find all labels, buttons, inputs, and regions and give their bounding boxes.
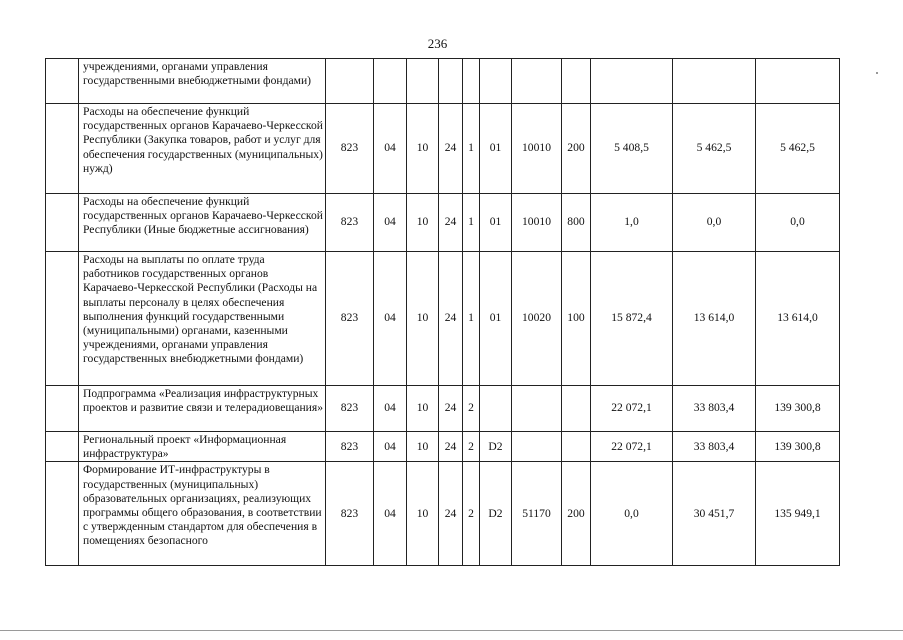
amount-1: 1,0 [591,194,673,252]
code-program: 24 [439,432,463,462]
code-event: D2 [480,432,512,462]
code-direction: 10010 [512,104,562,194]
code-program: 24 [439,104,463,194]
code-subsection: 10 [407,194,439,252]
code-program [439,59,463,104]
code-subsection: 10 [407,252,439,386]
code-expense-type: 100 [562,252,591,386]
table-row [46,194,840,252]
code-program: 24 [439,386,463,432]
row-name: Расходы на выплаты по оплате труда работников государственных органов Карачаево-Черкесской Республики (Расходы на выплаты персоналу в целях обеспечения выполнения функций государственными (муниципальными) органами, казенными учреждениями, органами управления государственных внебюджетными фондами) [79,252,326,386]
amount-2: 0,0 [673,194,756,252]
code-subprogram: 2 [463,432,480,462]
code-expense-type [562,386,591,432]
row-name: Формирование ИТ-инфраструктуры в государственных (муниципальных) образовательных организациях, реализующих программы общего образования, в соответствии с утвержденным стандартом для обеспечения в помещениях безопасного [79,462,326,566]
amount-1 [591,59,673,104]
code-direction: 51170 [512,462,562,566]
code-section: 04 [374,432,407,462]
amount-3: 13 614,0 [756,252,840,386]
code-event [480,59,512,104]
code-admin: 823 [326,252,374,386]
code-admin: 823 [326,432,374,462]
code-admin [326,59,374,104]
code-program: 24 [439,252,463,386]
row-name: Расходы на обеспечение функций государственных органов Карачаево-Черкесской Республики (Иные бюджетные ассигнования) [79,194,326,252]
code-direction [512,432,562,462]
amount-2: 33 803,4 [673,432,756,462]
code-subprogram: 1 [463,104,480,194]
row-name: Подпрограмма «Реализация инфраструктурных проектов и развитие связи и телерадиовещания» [79,386,326,432]
amount-3: 135 949,1 [756,462,840,566]
amount-1: 22 072,1 [591,386,673,432]
table-row [46,252,840,386]
code-subprogram: 1 [463,194,480,252]
table-row [46,386,840,432]
code-event: 01 [480,252,512,386]
blank-cell [46,104,79,194]
table-row [46,104,840,194]
amount-3: 5 462,5 [756,104,840,194]
blank-cell [46,462,79,566]
page-number: 236 [427,36,448,51]
code-subprogram: 2 [463,386,480,432]
amount-2: 30 451,7 [673,462,756,566]
code-subprogram: 1 [463,252,480,386]
code-direction: 10020 [512,252,562,386]
amount-2: 13 614,0 [673,252,756,386]
code-subprogram: 2 [463,462,480,566]
amount-1: 5 408,5 [591,104,673,194]
code-admin: 823 [326,104,374,194]
code-subsection [407,59,439,104]
budget-table [45,58,840,566]
code-direction [512,386,562,432]
code-expense-type [562,59,591,104]
amount-1: 0,0 [591,462,673,566]
code-expense-type: 800 [562,194,591,252]
code-event [480,386,512,432]
scan-speck [876,72,878,74]
code-event: D2 [480,462,512,566]
code-section: 04 [374,462,407,566]
code-event: 01 [480,194,512,252]
amount-2: 33 803,4 [673,386,756,432]
amount-2: 5 462,5 [673,104,756,194]
code-subsection: 10 [407,104,439,194]
code-admin: 823 [326,462,374,566]
code-expense-type [562,432,591,462]
row-name: Расходы на обеспечение функций государственных органов Карачаево-Черкесской Республики (Закупка товаров, работ и услуг для обеспечения государственных (муниципальных) нужд) [79,104,326,194]
code-admin: 823 [326,194,374,252]
blank-cell [46,386,79,432]
amount-3: 139 300,8 [756,432,840,462]
row-name: учреждениями, органами управления государственными внебюджетными фондами) [79,59,326,104]
code-program: 24 [439,462,463,566]
blank-cell [46,252,79,386]
code-direction [512,59,562,104]
code-section: 04 [374,386,407,432]
blank-cell [46,59,79,104]
code-section: 04 [374,252,407,386]
code-admin: 823 [326,386,374,432]
row-name: Региональный проект «Информационная инфраструктура» [79,432,326,462]
code-subsection: 10 [407,386,439,432]
code-section: 04 [374,104,407,194]
table-row [46,462,840,566]
code-expense-type: 200 [562,104,591,194]
code-subsection: 10 [407,432,439,462]
code-subsection: 10 [407,462,439,566]
amount-2 [673,59,756,104]
scan-edge-line [0,630,903,631]
blank-cell [46,194,79,252]
amount-1: 22 072,1 [591,432,673,462]
amount-3: 139 300,8 [756,386,840,432]
blank-cell [46,432,79,462]
code-subprogram [463,59,480,104]
code-direction: 10010 [512,194,562,252]
amount-3 [756,59,840,104]
code-section: 04 [374,194,407,252]
amount-3: 0,0 [756,194,840,252]
code-event: 01 [480,104,512,194]
code-expense-type: 200 [562,462,591,566]
table-row [46,432,840,462]
code-program: 24 [439,194,463,252]
table-row [46,59,840,104]
code-section [374,59,407,104]
amount-1: 15 872,4 [591,252,673,386]
